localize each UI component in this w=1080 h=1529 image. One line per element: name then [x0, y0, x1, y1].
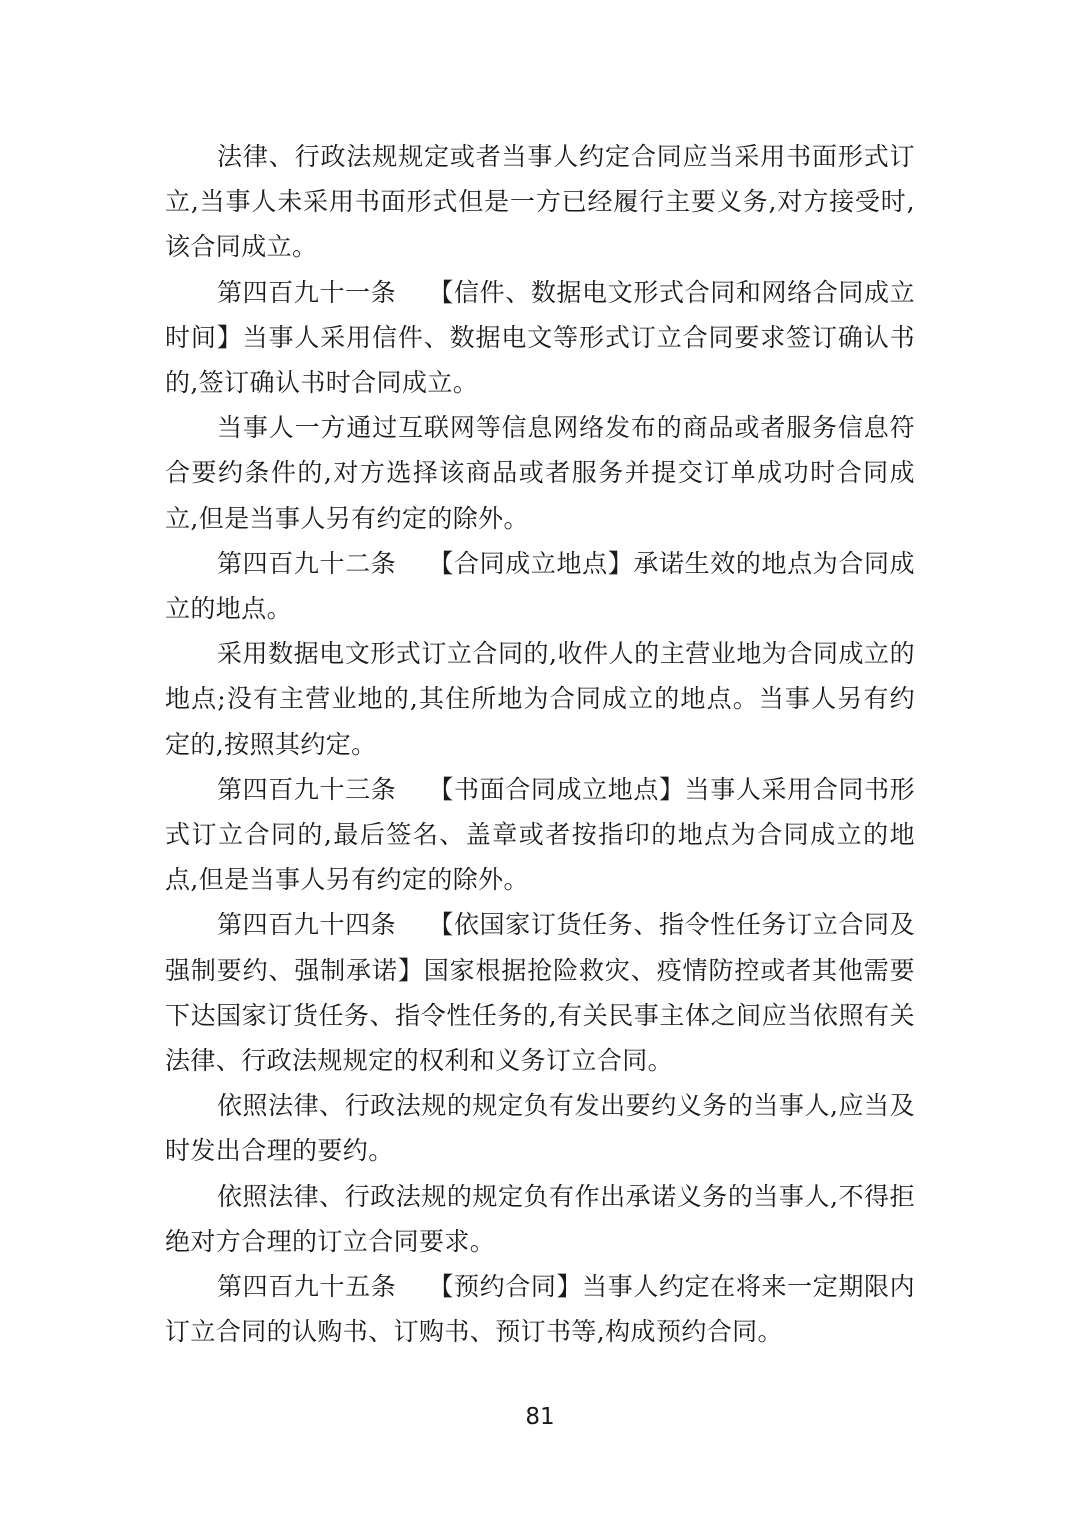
paragraph — [165, 134, 915, 270]
paragraph-text: 【合同成立地点】承诺生效的地点为合同成立的地点。 — [165, 548, 915, 624]
page-number: 81 — [525, 1404, 555, 1430]
body-text — [165, 134, 915, 1354]
article-number: 第四百九十一条 — [217, 277, 397, 307]
article-paragraph — [165, 902, 915, 1083]
paragraph — [165, 631, 915, 767]
article-paragraph — [165, 1264, 915, 1354]
paragraph — [165, 405, 915, 541]
article-paragraph — [165, 541, 915, 631]
paragraph-text: 法律、行政法规规定或者当事人约定合同应当采用书面形式订立,当事人未采用书面形式但是一方已经履行主要义务,对方接受时,该合同成立。 — [165, 142, 915, 262]
article-number: 第四百九十二条 — [217, 548, 397, 578]
article-number: 第四百九十三条 — [217, 774, 397, 804]
paragraph-text: 采用数据电文形式订立合同的,收件人的主营业地为合同成立的地点;没有主营业地的,其住所地为合同成立的地点。当事人另有约定的,按照其约定。 — [165, 639, 915, 759]
article-paragraph — [165, 270, 915, 406]
article-number: 第四百九十五条 — [217, 1272, 397, 1302]
paragraph-text: 【书面合同成立地点】当事人采用合同书形式订立合同的,最后签名、盖章或者按指印的地点为合同成立的地点,但是当事人另有约定的除外。 — [165, 774, 915, 895]
paragraph-text: 依照法律、行政法规的规定负有作出承诺义务的当事人,不得拒绝对方合理的订立合同要求。 — [165, 1181, 915, 1256]
article-number: 第四百九十四条 — [217, 910, 397, 940]
paragraph — [165, 1174, 915, 1264]
paragraph-text: 依照法律、行政法规的规定负有发出要约义务的当事人,应当及时发出合理的要约。 — [165, 1091, 915, 1166]
article-paragraph — [165, 767, 915, 903]
paragraph — [165, 1083, 915, 1173]
paragraph-text: 【依国家订货任务、指令性任务订立合同及强制要约、强制承诺】国家根据抢险救灾、疫情防控或者其他需要下达国家订货任务、指令性任务的,有关民事主体之间应当依照有关法律、行政法规规定的权利和义务订立合同。 — [165, 910, 915, 1076]
paragraph-text: 【信件、数据电文形式合同和网络合同成立时间】当事人采用信件、数据电文等形式订立合同要求签订确认书的,签订确认书时合同成立。 — [165, 277, 915, 398]
paragraph-text: 当事人一方通过互联网等信息网络发布的商品或者服务信息符合要约条件的,对方选择该商品或者服务并提交订单成功时合同成立,但是当事人另有约定的除外。 — [165, 413, 915, 533]
paragraph-text: 【预约合同】当事人约定在将来一定期限内订立合同的认购书、订购书、预订书等,构成预约合同。 — [165, 1272, 915, 1347]
